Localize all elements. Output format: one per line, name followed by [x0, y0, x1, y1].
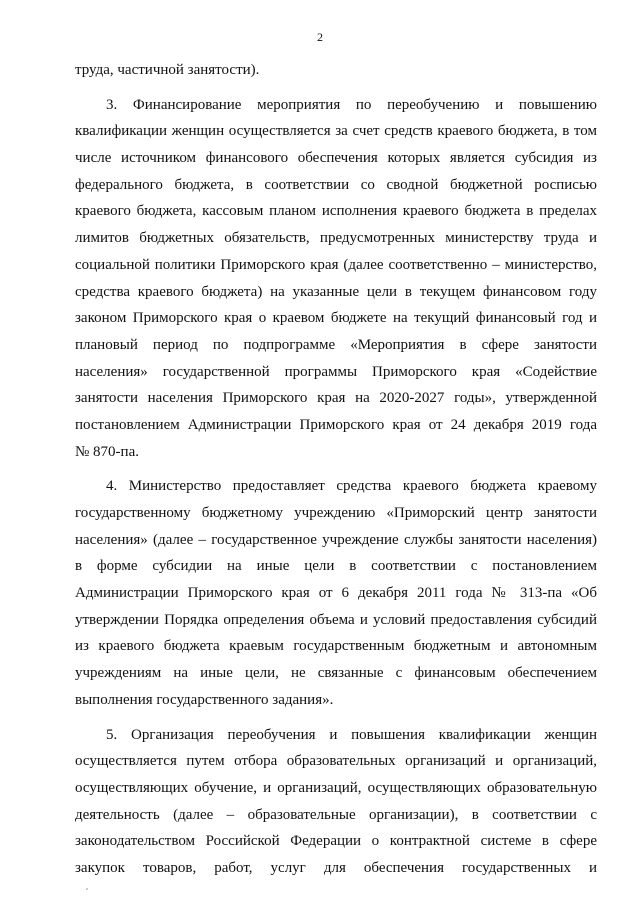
text-line: 5. Организация переобучения и повышения квалификации женщин	[106, 726, 597, 743]
paragraph-4	[75, 473, 597, 713]
paragraph-gap	[75, 714, 597, 722]
text-line: лимитов бюджетных обязательств, предусмотренных министерству труда и	[75, 230, 597, 247]
text-line: № 870-па.	[75, 443, 139, 460]
text-line: числе источником финансового обеспечения которых является субсидия из	[75, 150, 597, 167]
text-line: в форме субсидии на иные цели в соответствии с постановлением	[75, 558, 597, 575]
paragraph-3	[75, 92, 597, 466]
document-body	[75, 57, 597, 882]
page-number: 2	[317, 30, 323, 44]
text-line: населения» государственной программы Приморского края «Содействие	[75, 363, 597, 380]
text-line: краевого бюджета, кассовым планом исполнения краевого бюджета в пределах	[75, 203, 597, 220]
text-line: осуществляется путем отбора образовательных организаций и организаций,	[75, 753, 597, 770]
text-line: из краевого бюджета краевым государственным бюджетным и автономным	[75, 638, 597, 655]
text-line: 3. Финансирование мероприятия по переобучению и повышению	[106, 96, 597, 113]
text-line: труда, частичной занятости).	[75, 62, 260, 78]
text-line: плановый период по подпрограмме «Мероприятия в сфере занятости	[75, 336, 597, 353]
text-line: закупок товаров, работ, услуг для обеспечения государственных и	[75, 859, 597, 876]
paragraph-gap	[75, 84, 597, 92]
text-line: 4. Министерство предоставляет средства краевого бюджета краевому	[106, 478, 597, 495]
paragraph-continuation	[75, 57, 597, 84]
paragraph-5	[75, 722, 597, 882]
text-line: деятельность (далее – образовательные организации), в соответствии с	[75, 806, 597, 823]
text-line: занятости населения Приморского края на 2020-2027 годы», утвержденной	[75, 390, 597, 407]
text-line: квалификации женщин осуществляется за счет средств краевого бюджета, в том	[75, 123, 597, 140]
text-line: законом Приморского края о краевом бюджете на текущий финансовый год и	[75, 310, 597, 327]
text-line: утверждении Порядка определения объема и условий предоставления субсидий	[75, 611, 597, 628]
text-line: осуществляющих обучение, и организаций, осуществляющих образовательную	[75, 779, 597, 796]
text-line: социальной политики Приморского края (далее соответственно – министерство,	[75, 256, 597, 273]
text-line: государственному бюджетному учреждению «Приморский центр занятости	[75, 505, 597, 521]
text-line: населения» (далее – государственное учреждение службы занятости населения)	[75, 531, 597, 548]
text-line: законодательством Российской Федерации о контрактной системе в сфере	[75, 833, 597, 850]
text-line: постановлением Администрации Приморского края от 24 декабря 2019 года	[75, 416, 597, 433]
paragraph-gap	[75, 465, 597, 473]
text-line: Администрации Приморского края от 6 декабря 2011 года № 313-па «Об	[75, 585, 597, 602]
scan-speck	[86, 888, 88, 890]
text-line: средства краевого бюджета) на указанные цели в текущем финансовом году	[75, 283, 597, 300]
text-line: учреждениям на иные цели, не связанные с финансовым обеспечением	[75, 665, 597, 682]
text-line: выполнения государственного задания».	[75, 691, 334, 708]
text-line: федерального бюджета, в соответствии со сводной бюджетной росписью	[75, 176, 597, 193]
